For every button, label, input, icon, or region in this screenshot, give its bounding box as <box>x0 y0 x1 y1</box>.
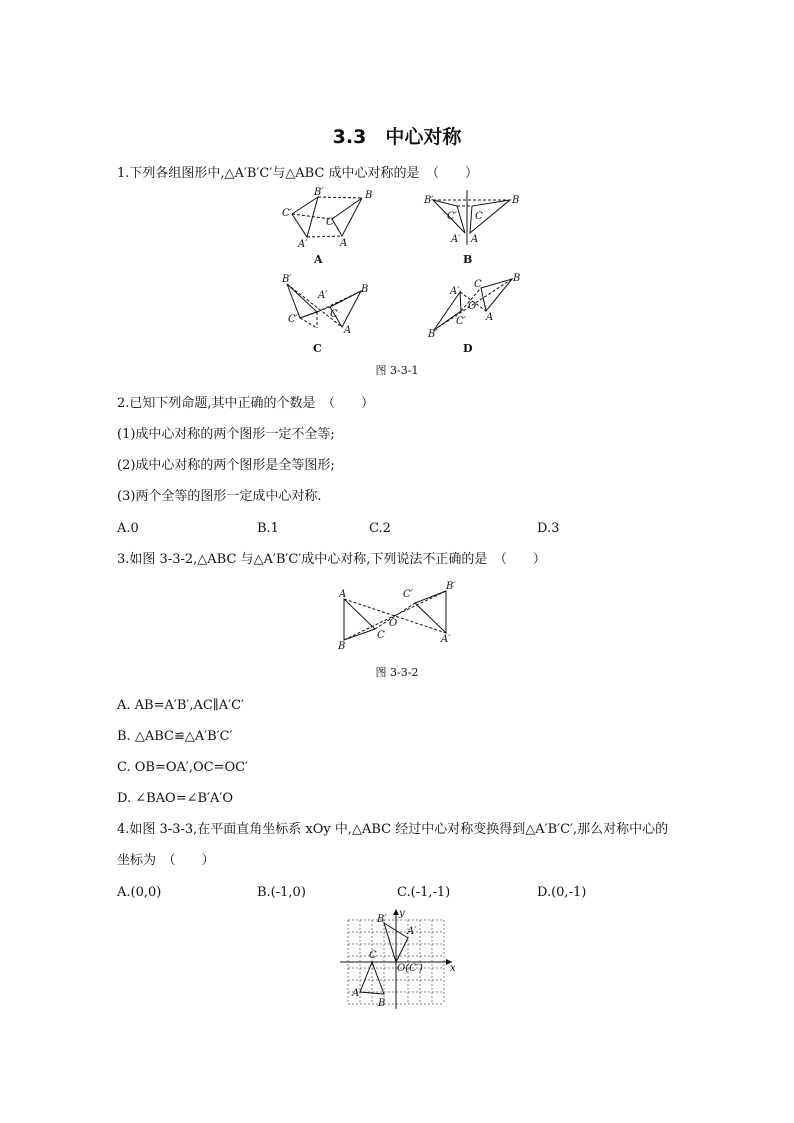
option-label-d: D <box>463 342 473 355</box>
q1-figure-a <box>270 185 380 265</box>
q1-stem: 1.下列各组图形中,△A′B′C′与△ABC 成中心对称的是 （ ） <box>117 166 479 181</box>
label-b1: B′ <box>428 329 438 340</box>
label-o-c1: O(C′) <box>397 963 423 974</box>
q3-option-c: C. OB=OA′,OC=OC′ <box>117 760 249 775</box>
label-a: A <box>352 988 360 999</box>
label-c: C <box>369 950 377 961</box>
q3-option-a: A. AB=A′B′,AC∥A′C′ <box>117 698 245 713</box>
q3-option-d: D. ∠BAO=∠B′A′O <box>117 791 234 806</box>
q3-stem: 3.如图 3-3-2,△ABC 与△A′B′C′成中心对称,下列说法不正确的是 （ ） <box>117 552 546 567</box>
option-label-c: C <box>313 342 322 355</box>
figure-caption-3-3-2: 图 3-3-2 <box>375 666 419 679</box>
q2-option-a: A.0 <box>117 521 139 536</box>
label-a: A <box>344 325 352 336</box>
q4-option-b: B.(-1,0) <box>257 885 306 900</box>
label-a1: A′ <box>407 926 417 937</box>
label-c: C <box>330 309 338 320</box>
label-a1: A′ <box>441 634 451 645</box>
q4-option-c: C.(-1,-1) <box>397 885 451 900</box>
label-b: B <box>338 641 346 652</box>
q4-stem-line-2: 坐标为 （ ） <box>117 853 215 868</box>
option-label-b: B <box>463 253 473 265</box>
q1-figure-b <box>420 185 530 265</box>
q3-option-b: B. △ABC≌△A′B′C′ <box>117 729 233 744</box>
figure-3-3-3 <box>340 905 460 1010</box>
q2-option-b: B.1 <box>257 521 279 536</box>
label-a: A <box>339 589 347 600</box>
page-title: 3.3 中心对称 <box>332 126 462 148</box>
label-y-axis: y <box>399 908 405 919</box>
label-b: B <box>513 273 521 284</box>
label-c1: C′ <box>456 316 466 327</box>
label-c: C <box>326 217 334 228</box>
label-b1: B′ <box>282 274 292 285</box>
label-c: C <box>474 279 482 290</box>
label-b1: B′ <box>446 581 456 592</box>
label-a: A <box>486 312 494 323</box>
label-a1: A′ <box>318 290 328 301</box>
figure-3-3-2 <box>330 578 460 653</box>
figure-caption-3-3-1: 图 3-3-1 <box>375 364 419 377</box>
label-o: O <box>389 618 398 629</box>
q2-option-d: D.3 <box>537 521 560 536</box>
label-o: O <box>468 301 477 312</box>
label-b1: B′ <box>314 187 324 198</box>
q2-statement-2: (2)成中心对称的两个图形是全等图形; <box>117 458 335 473</box>
q1-figure-d <box>420 270 530 355</box>
label-a1: A′ <box>451 234 461 245</box>
label-a: A <box>340 238 348 249</box>
label-c: C <box>475 211 483 222</box>
label-c1: C′ <box>403 589 413 600</box>
q2-statement-3: (3)两个全等的图形一定成中心对称. <box>117 489 322 504</box>
q2-statement-1: (1)成中心对称的两个图形一定不全等; <box>117 427 335 442</box>
label-b: B <box>512 195 520 206</box>
label-b: B <box>365 190 373 201</box>
q4-option-d: D.(0,-1) <box>537 885 587 900</box>
label-b: B <box>361 284 369 295</box>
q4-option-a: A.(0,0) <box>117 885 162 900</box>
label-b: B <box>378 998 386 1009</box>
label-x-axis: x <box>450 963 456 974</box>
label-c: C <box>377 630 385 641</box>
q2-stem: 2.已知下列命题,其中正确的个数是 （ ） <box>117 396 375 411</box>
q4-stem-line-1: 4.如图 3-3-3,在平面直角坐标系 xOy 中,△ABC 经过中心对称变换得到△A′B′C′,那么对称中心的 <box>117 822 669 837</box>
label-b1: B′ <box>377 914 387 925</box>
label-a1: A′ <box>298 239 308 250</box>
label-c1: C′ <box>447 211 457 222</box>
q1-figure-c <box>270 270 380 355</box>
label-c1: C′ <box>288 314 298 325</box>
label-a1: A′ <box>450 286 460 297</box>
label-c1: C′ <box>282 208 292 219</box>
label-a: A <box>471 234 479 245</box>
q2-option-c: C.2 <box>369 521 391 536</box>
label-b1: B′ <box>424 195 434 206</box>
option-label-a: A <box>314 253 323 265</box>
